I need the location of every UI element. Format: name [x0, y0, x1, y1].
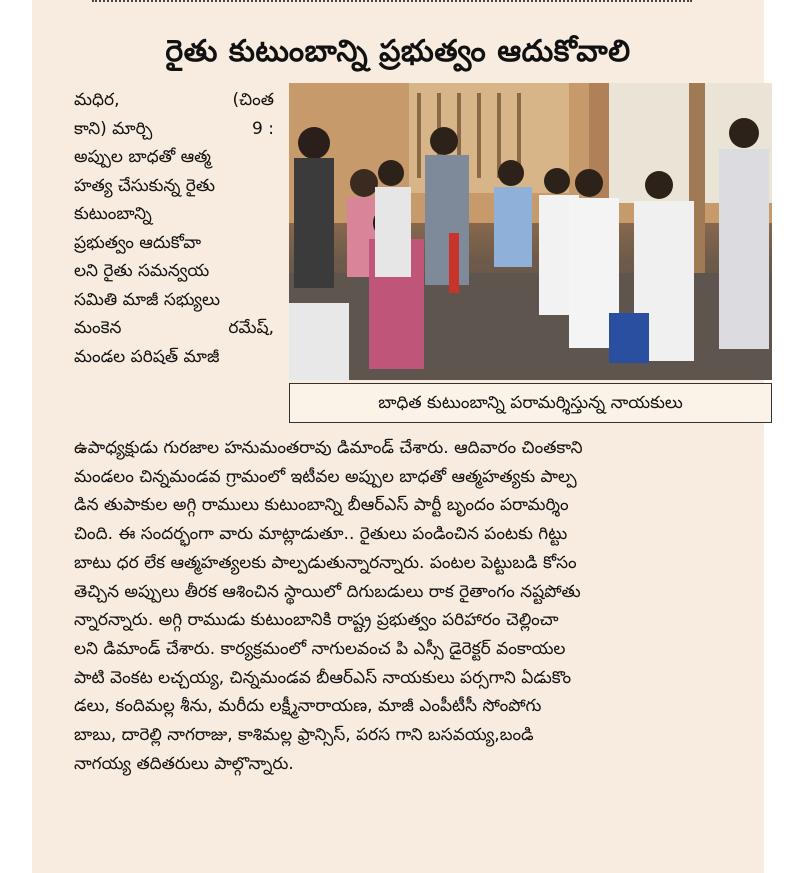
lead-line-segment: సమితి మాజీ సభ్యులు	[74, 289, 220, 310]
body-line: బాటు ధర లేక ఆత్మహత్యలకు పాల్పడుతున్నారన్నారు. పంటల పెట్టుబడి కోసం	[74, 552, 577, 573]
lead-line-segment: కాని) మార్చి	[74, 118, 153, 139]
lead-line	[74, 286, 274, 315]
headline: రైతు కుటుంబాన్ని ప్రభుత్వం ఆదుకోవాలి	[165, 34, 631, 69]
body-line: చింది. ఈ సందర్భంగా వారు మాట్లాడుతూ.. రైతులు పండించిన పంటకు గిట్టు	[74, 524, 568, 545]
lead-line-segment: మధిర,	[74, 90, 120, 110]
body-line: బాబు, దారెల్లి నాగరాజు, కాశిమల్ల ఫ్రాన్సిస్, పరస గాని బసవయ్య,బండి	[74, 725, 534, 746]
news-photo	[289, 83, 772, 380]
body-line: డలు, కందిమల్ల శీను, మరీదు లక్ష్మీనారాయణ, మాజీ ఎంపీటీసీ సోంపోగు	[74, 696, 542, 717]
lead-line-segment: (చింత	[232, 90, 274, 110]
lead-line-segment: కుటుంబాన్ని	[74, 204, 152, 224]
body-line: తెచ్చిన అప్పులు తీరక ఆశించిన స్థాయిలో దిగుబడులు రాక రైతాంగం నష్టపోతు	[74, 581, 581, 602]
body-line: పాటి వెంకట లచ్చయ్య, చిన్నమండవ బీఆర్ఎస్ నాయకులు పర్సగాని ఏడుకొం	[74, 667, 572, 688]
lead-line	[74, 343, 274, 372]
lead-line	[74, 257, 274, 286]
article-body	[74, 434, 774, 778]
lead-line-segment: అప్పుల బాధతో ఆత్మ	[74, 147, 211, 167]
lead-line	[74, 143, 274, 172]
body-line: ఉపాధ్యక్షుడు గురజాల హనుమంతరావు డిమాండ్ చేశారు. ఆదివారం చింతకాని	[74, 438, 583, 458]
photo-caption: బాధిత కుటుంబాన్ని పరామర్శిస్తున్న నాయకులు	[289, 383, 772, 423]
lead-line	[74, 200, 274, 229]
lead-line-segment: రమేష్,	[228, 318, 274, 338]
lead-line	[74, 172, 274, 201]
lead-line	[74, 314, 274, 343]
lead-line-segment: ప్రభుత్వం ఆదుకోవా	[74, 232, 202, 253]
lead-line	[74, 229, 274, 258]
lead-column	[74, 86, 274, 371]
lead-line-segment: 9 :	[252, 118, 274, 139]
newspaper-clipping	[32, 0, 764, 873]
lead-line	[74, 115, 274, 144]
body-line: డిన తుపాకుల అగ్గి రాములు కుటుంబాన్ని బీఆర్ఎస్ పార్టీ బృందం పరామర్శిం	[74, 495, 569, 516]
lead-line-segment: లని రైతు సమన్వయ	[74, 261, 210, 281]
previous-article-edge	[92, 0, 692, 8]
body-line: న్నారన్నారు. అగ్గి రాముడు కుటుంబానికి రాష్ట్ర ప్రభుత్వం పరిహారం చెల్లించా	[74, 610, 559, 631]
lead-line-segment: మండల పరిషత్ మాజీ	[74, 346, 220, 367]
lead-line-segment: హత్య చేసుకున్న రైతు	[74, 175, 215, 196]
photo-illustration	[289, 83, 772, 380]
body-line: మండలం చిన్నమండవ గ్రామంలో ఇటీవల అప్పుల బాధతో ఆత్మహత్యకు పాల్ప	[74, 466, 577, 487]
body-line: లని డిమాండ్ చేశారు. కార్యక్రమంలో నాగులవంచ పి ఎస్సీ డైరెక్టర్ వంకాయల	[74, 638, 566, 659]
lead-line-segment: మంకెన	[74, 318, 122, 338]
lead-line	[74, 86, 274, 115]
body-line: నాగయ్య తదితరులు పాల్గొన్నారు.	[74, 753, 294, 774]
